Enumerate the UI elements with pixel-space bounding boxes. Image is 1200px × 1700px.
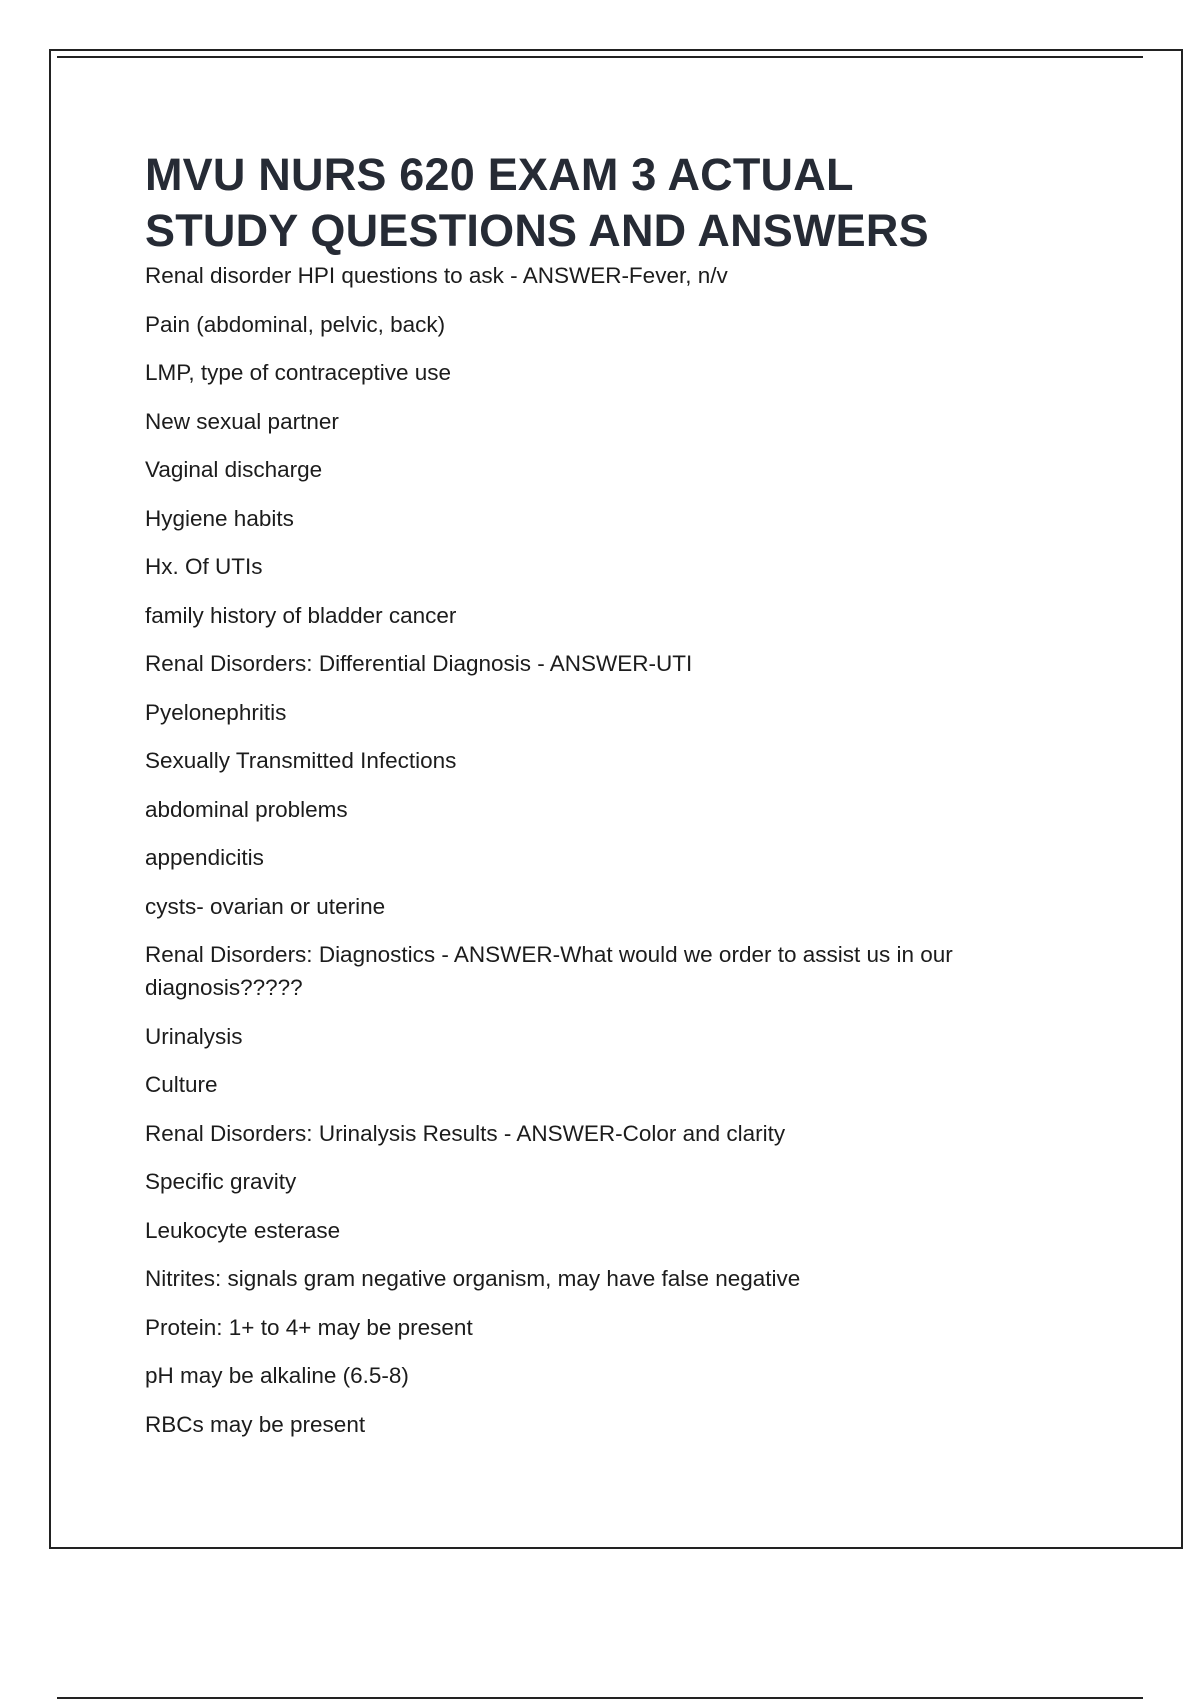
text-line: abdominal problems [145,796,348,822]
text-line: Renal Disorders: Urinalysis Results - ANSWER-Color and clarity [145,1120,786,1146]
text-line: Renal Disorders: Differential Diagnosis - ANSWER-UTI [145,651,693,676]
text-line: Urinalysis [145,1023,243,1049]
text-line: Hygiene habits [145,505,294,531]
text-line: RBCs may be present [145,1411,366,1437]
text-line: Pain (abdominal, pelvic, back) [145,311,446,337]
text-line: Hx. Of UTIs [145,554,263,579]
text-line: appendicitis [145,845,264,870]
text-line: cysts- ovarian or uterine [145,893,386,919]
text-line: LMP, type of contraceptive use [145,360,452,385]
text-line: Specific gravity [145,1169,297,1194]
text-line: Nitrites: signals gram negative organism, may have false negative [145,1266,801,1291]
text-line: Leukocyte esterase [145,1217,341,1243]
text-line: Culture [145,1072,218,1097]
text-line: Renal disorder HPI questions to ask - ANSWER-Fever, n/v [145,263,728,288]
page-title [145,147,1045,259]
text-line: Vaginal discharge [145,457,323,482]
text-line: Sexually Transmitted Infections [145,748,457,773]
title-line-1: MVU NURS 620 EXAM 3 ACTUAL [145,149,854,200]
title-line-2: STUDY QUESTIONS AND ANSWERS [145,205,929,256]
text-line: Protein: 1+ to 4+ may be present [145,1314,473,1340]
text-line: Renal Disorders: Diagnostics - ANSWER-What would we order to assist us in our diagnosis????? [145,942,953,1000]
bottom-rule [57,1697,1143,1699]
text-line: pH may be alkaline (6.5-8) [145,1363,409,1388]
text-line: New sexual partner [145,408,339,434]
text-line: family history of bladder cancer [145,602,457,628]
text-line: Pyelonephritis [145,699,287,725]
document-body [145,147,1045,1456]
top-rule [57,56,1143,58]
